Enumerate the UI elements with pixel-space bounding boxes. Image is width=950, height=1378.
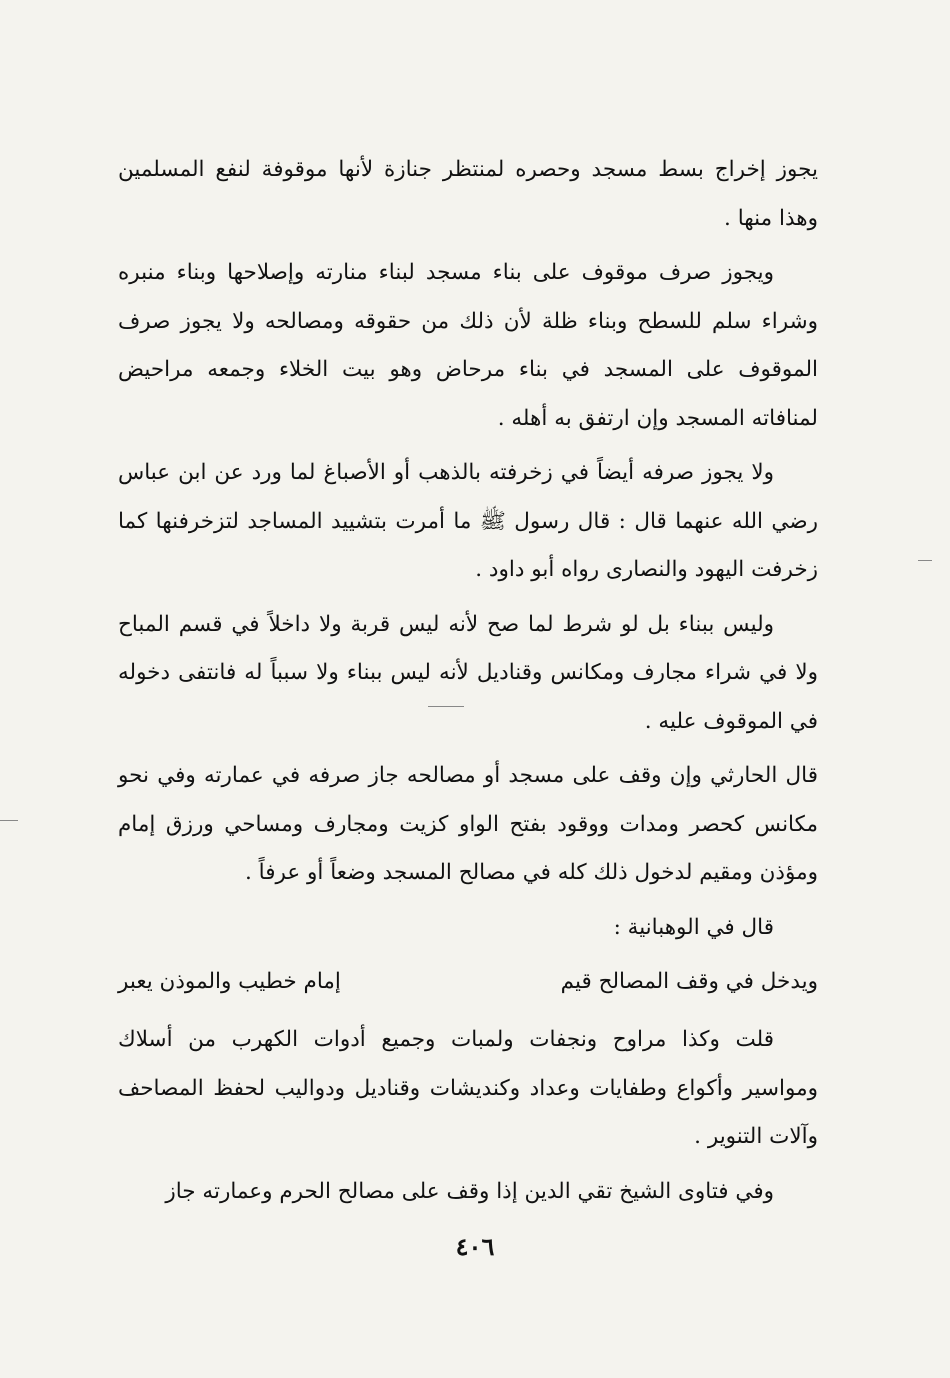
paragraph-7: قلت وكذا مراوح ونجفات ولمبات وجميع أدوات الكهرب من أسلاك ومواسير وأكواع وطفايات وعداد وكنديشات وقناديل ودواليب لحفظ المصاحف وآلات التنوير . <box>118 1027 818 1149</box>
scan-mark-decoration <box>428 706 464 707</box>
poetry-verse <box>118 958 818 1006</box>
paragraph-1: يجوز إخراج بسط مسجد وحصره لمنتظر جنازة لأنها موقوفة لنفع المسلمين وهذا منها . <box>118 157 818 231</box>
page-body <box>118 146 818 1222</box>
paragraph-6: قال في الوهبانية : <box>613 914 774 940</box>
paragraph-8: وفي فتاوى الشيخ تقي الدين إذا وقف على مصالح الحرم وعمارته جاز <box>165 1178 774 1204</box>
verse-second-hemistich: إمام خطيب والموذن يعبر <box>118 969 341 994</box>
scan-mark-decoration <box>918 560 932 561</box>
paragraph-3: ولا يجوز صرفه أيضاً في زخرفته بالذهب أو الأصباغ لما ورد عن ابن عباس رضي الله عنهما قال : قال رسول ﷺ ما أمرت بتشييد المساجد لتزخرفنها كما زخرفت اليهود والنصارى رواه أبو داود . <box>118 460 818 582</box>
page-number: ٤٠٦ <box>455 1232 495 1261</box>
verse-first-hemistich: ويدخل في وقف المصالح قيم <box>560 969 818 994</box>
paragraph-4: وليس ببناء بل لو شرط لما صح لأنه ليس قربة ولا داخلاً في قسم المباح ولا في شراء مجارف ومكانس وقناديل لأنه ليس ببناء ولا سبباً له فانتفى دخوله في الموقوف عليه . <box>118 611 818 734</box>
paragraph-5: قال الحارثي وإن وقف على مسجد أو مصالحه جاز صرفه في عمارته وفي نحو مكانس كحصر ومدات ووقود بفتح الواو كزيت ومجارف ومساحي ورزق إمام ومؤذن ومقيم لدخول ذلك كله في مصالح المسجد وضعاً أو عرفاً . <box>118 763 818 885</box>
paragraph-2: ويجوز صرف موقوف على بناء مسجد لبناء منارته وإصلاحها وبناء منبره وشراء سلم للسطح وبناء ظلة لأن ذلك من حقوقه ومصالحه ولا يجوز صرف الموقوف على المسجد في بناء مرحاض وهو بيت الخلاء وجمعه مراحيض لمنافاته المسجد وإن ارتفق به أهله . <box>118 260 818 431</box>
scan-mark-decoration <box>0 820 18 821</box>
